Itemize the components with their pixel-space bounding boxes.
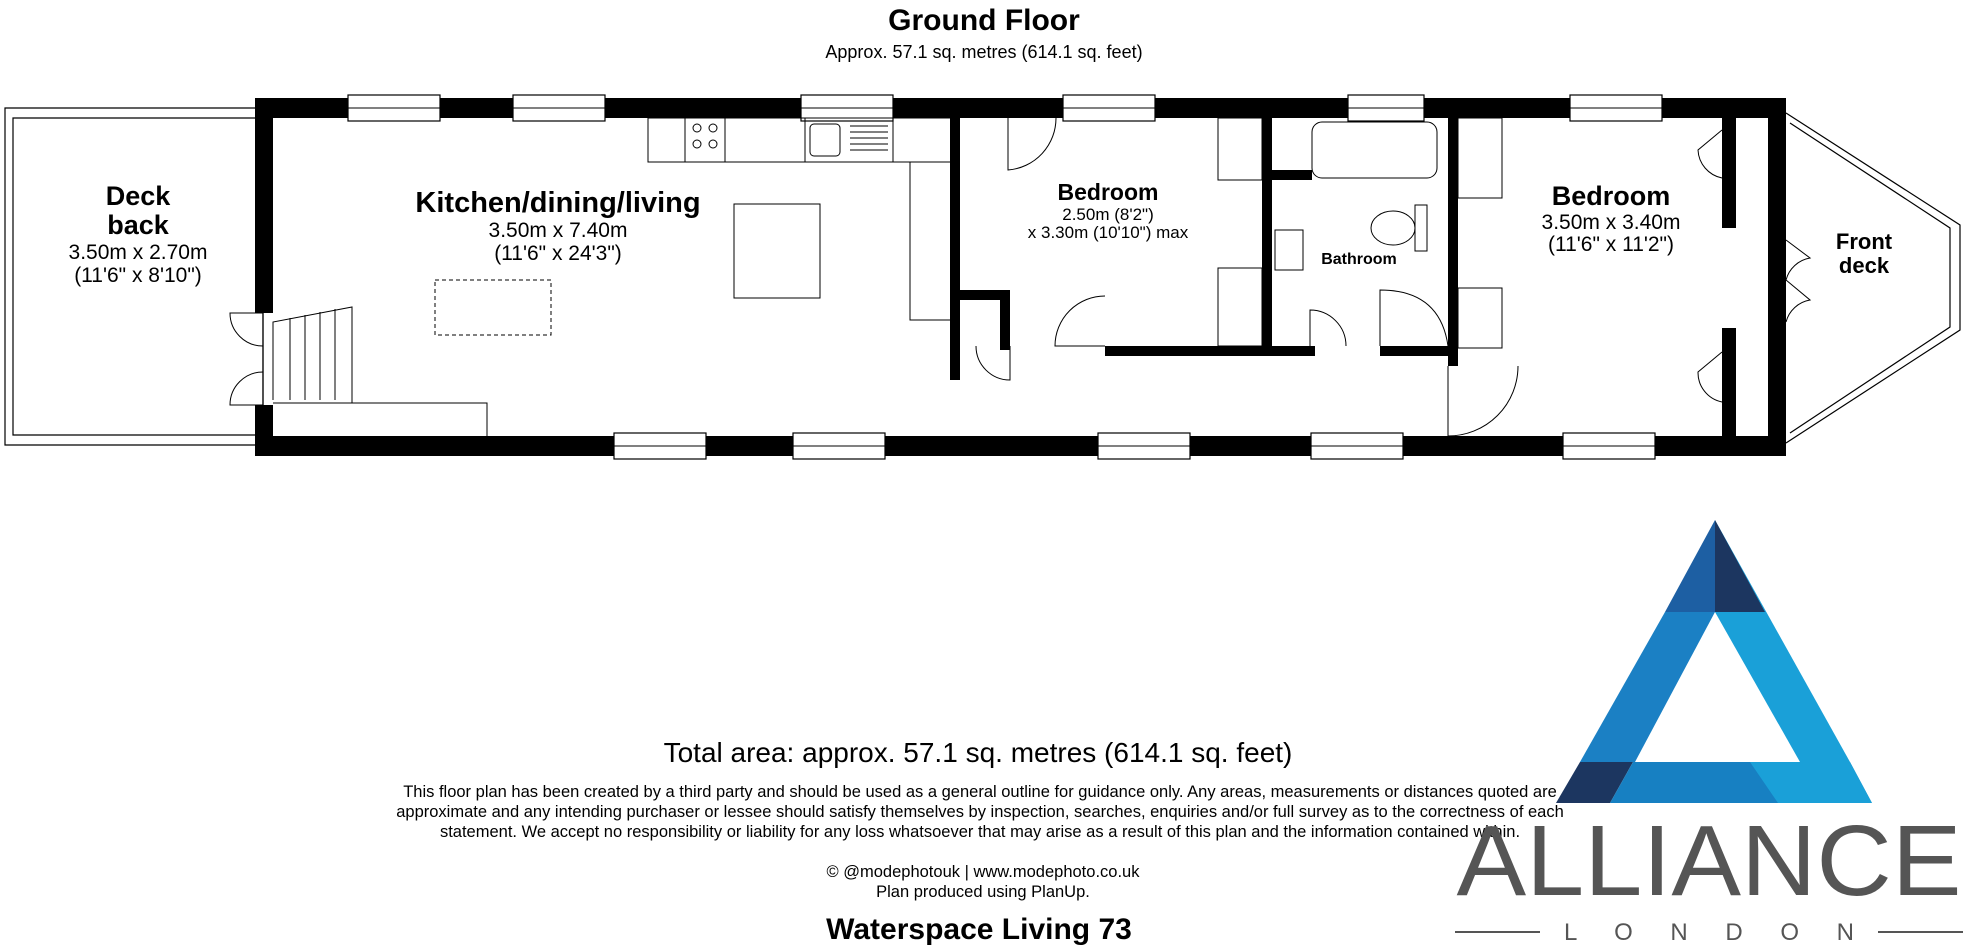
- bathroom-south-wall: [1380, 346, 1458, 356]
- alliance-london-logo: [1450, 520, 1968, 945]
- windows: [348, 95, 1662, 459]
- basin: [1275, 230, 1303, 270]
- bedroom2-east-closet-wall: [1722, 118, 1736, 228]
- deck-back-name: back: [107, 210, 169, 240]
- logo-triangle-right: [1715, 520, 1850, 762]
- front-deck-inner-outline: [1790, 123, 1950, 433]
- bedroom1-dim2: x 3.30m (10'10") max: [1027, 223, 1189, 242]
- wardrobe: [1218, 118, 1262, 180]
- property-name: Waterspace Living 73: [826, 913, 1132, 946]
- disclaimer: [355, 782, 1605, 842]
- total-area: Total area: approx. 57.1 sq. metres (614.1 sq. feet): [663, 737, 1293, 768]
- logo-wordmark: ALLIANCE: [1456, 805, 1962, 917]
- front-deck-name: deck: [1838, 253, 1890, 278]
- kitchen-name: Kitchen/dining/living: [415, 187, 701, 219]
- north-wall: [255, 98, 1786, 118]
- bathtub: [1312, 122, 1437, 178]
- rug: [435, 280, 551, 335]
- bedroom2-imperial: (11'6" x 11'2"): [1547, 233, 1675, 256]
- logo-subtitle: L O N D O N: [1564, 919, 1854, 945]
- sink-unit: [805, 118, 893, 162]
- bath-niche-wall: [1262, 170, 1312, 180]
- bedroom-bathroom-partition: [1262, 118, 1272, 346]
- bedroom2-east-closet-wall-lower: [1722, 328, 1736, 436]
- walls: [255, 98, 1786, 456]
- kitchen-worktop: [648, 118, 953, 162]
- wardrobe: [1218, 268, 1262, 346]
- fixtures: [273, 118, 1502, 436]
- floor-title: Ground Floor: [888, 4, 1080, 37]
- doors: [230, 118, 1810, 436]
- west-wall-upper: [255, 98, 273, 313]
- wardrobe: [1458, 288, 1502, 348]
- staircase: [273, 307, 352, 403]
- east-wall: [1768, 98, 1786, 456]
- kitchen-bedroom-partition: [950, 118, 960, 380]
- disclaimer-line: statement. We accept no responsibility or liability for any loss whatsoever that may arise as a result of this plan and the information contained within.: [439, 823, 1521, 841]
- deck-back-metric: 3.50m x 2.70m: [68, 241, 208, 264]
- shower: [1380, 290, 1448, 346]
- west-wall-lower: [255, 405, 273, 456]
- hob: [685, 118, 725, 162]
- toilet: [1371, 211, 1415, 245]
- bathroom-name: Bathroom: [1321, 251, 1397, 268]
- floor-area: Approx. 57.1 sq. metres (614.1 sq. feet): [825, 42, 1143, 62]
- bedroom1-dim1: 2.50m (8'2"): [1062, 205, 1154, 224]
- credit-line: Plan produced using PlanUp.: [876, 883, 1090, 901]
- bedroom1-name: Bedroom: [1057, 179, 1159, 205]
- bedroom2-metric: 3.50m x 3.40m: [1541, 211, 1681, 234]
- logo-triangle-left: [1580, 612, 1715, 762]
- front-deck-name: Front: [1835, 229, 1893, 254]
- deck-back-imperial: (11'6" x 8'10"): [74, 264, 202, 287]
- bedroom2-name: Bedroom: [1551, 181, 1671, 211]
- kitchen-side-unit: [910, 162, 950, 320]
- kitchen-imperial: (11'6" x 24'3"): [494, 242, 622, 265]
- low-unit: [273, 403, 487, 436]
- credit-line: © @modephotouk | www.modephoto.co.uk: [826, 863, 1140, 881]
- bathroom-east-partition: [1448, 118, 1458, 366]
- kitchen-metric: 3.50m x 7.40m: [488, 219, 628, 242]
- front-deck-outline: [1786, 113, 1960, 443]
- disclaimer-line: This floor plan has been created by a third party and should be used as a general outline for guidance only. Any areas, measurements or distances quoted are: [403, 783, 1557, 801]
- bedroom-south-wall: [1105, 346, 1315, 356]
- south-wall: [255, 436, 1786, 456]
- kitchen-island: [734, 204, 820, 298]
- window-glazing: [348, 108, 1662, 446]
- closet-side-wall: [1000, 290, 1010, 350]
- disclaimer-line: approximate and any intending purchaser or lessee should satisfy themselves by inspection, searches, enquiries and/or full survey as to the correctness of each: [396, 803, 1564, 821]
- deck-back-name: Deck: [105, 181, 171, 211]
- wardrobe: [1458, 118, 1502, 198]
- floor-plan: [0, 90, 1968, 490]
